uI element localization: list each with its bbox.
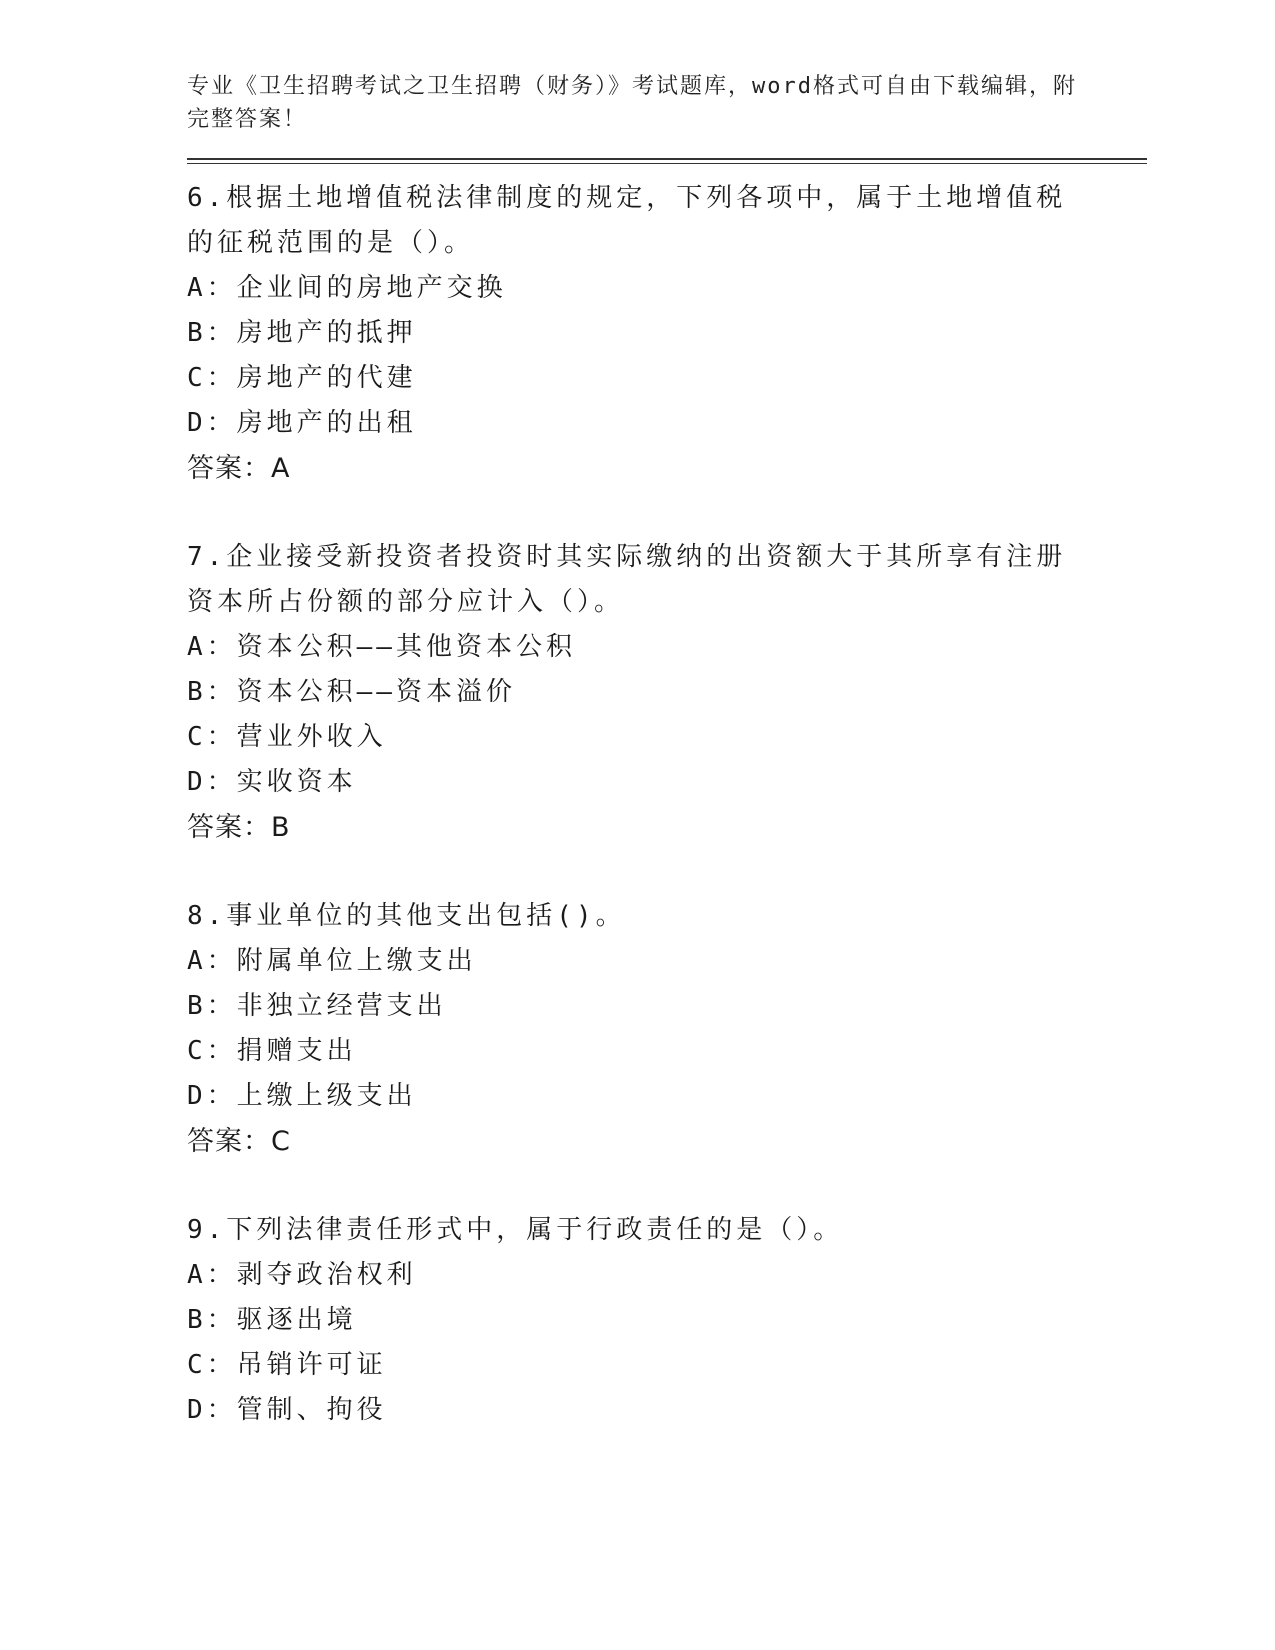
option-a: A：剥夺政治权利 <box>187 1260 417 1290</box>
option-a: A：企业间的房地产交换 <box>187 273 507 303</box>
option-d: D：房地产的出租 <box>187 408 417 438</box>
question-7 <box>187 535 1147 850</box>
answer-line: 答案：B <box>187 812 291 843</box>
answer-line: 答案：C <box>187 1126 291 1157</box>
option-a: A：附属单位上缴支出 <box>187 946 477 976</box>
option-d: D：实收资本 <box>187 767 357 797</box>
option-b: B：房地产的抵押 <box>187 318 417 348</box>
option-b: B：非独立经营支出 <box>187 991 447 1021</box>
option-d: D：上缴上级支出 <box>187 1081 417 1111</box>
question-title: 6.根据土地增值税法律制度的规定，下列各项中，属于土地增值税的征税范围的是（）。 <box>187 183 1067 258</box>
option-c: C：房地产的代建 <box>187 363 417 393</box>
option-b: B：驱逐出境 <box>187 1305 357 1335</box>
document-header: 专业《卫生招聘考试之卫生招聘（财务）》考试题库，word格式可自由下载编辑，附完整答案！ <box>187 74 1077 132</box>
option-b: B：资本公积——资本溢价 <box>187 677 516 707</box>
question-title: 8.事业单位的其他支出包括()。 <box>187 901 626 931</box>
question-8 <box>187 894 1147 1164</box>
option-d: D：管制、拘役 <box>187 1395 387 1425</box>
option-c: C：营业外收入 <box>187 722 387 752</box>
option-c: C：吊销许可证 <box>187 1350 387 1380</box>
header-divider <box>187 158 1147 164</box>
question-6 <box>187 176 1147 491</box>
document-page <box>187 70 1147 1433</box>
question-title: 7.企业接受新投资者投资时其实际缴纳的出资额大于其所享有注册资本所占份额的部分应计入（）。 <box>187 542 1067 617</box>
answer-line: 答案：A <box>187 453 291 484</box>
question-title: 9.下列法律责任形式中，属于行政责任的是（）。 <box>187 1215 844 1245</box>
question-9 <box>187 1208 1147 1433</box>
option-a: A：资本公积——其他资本公积 <box>187 632 576 662</box>
option-c: C：捐赠支出 <box>187 1036 357 1066</box>
